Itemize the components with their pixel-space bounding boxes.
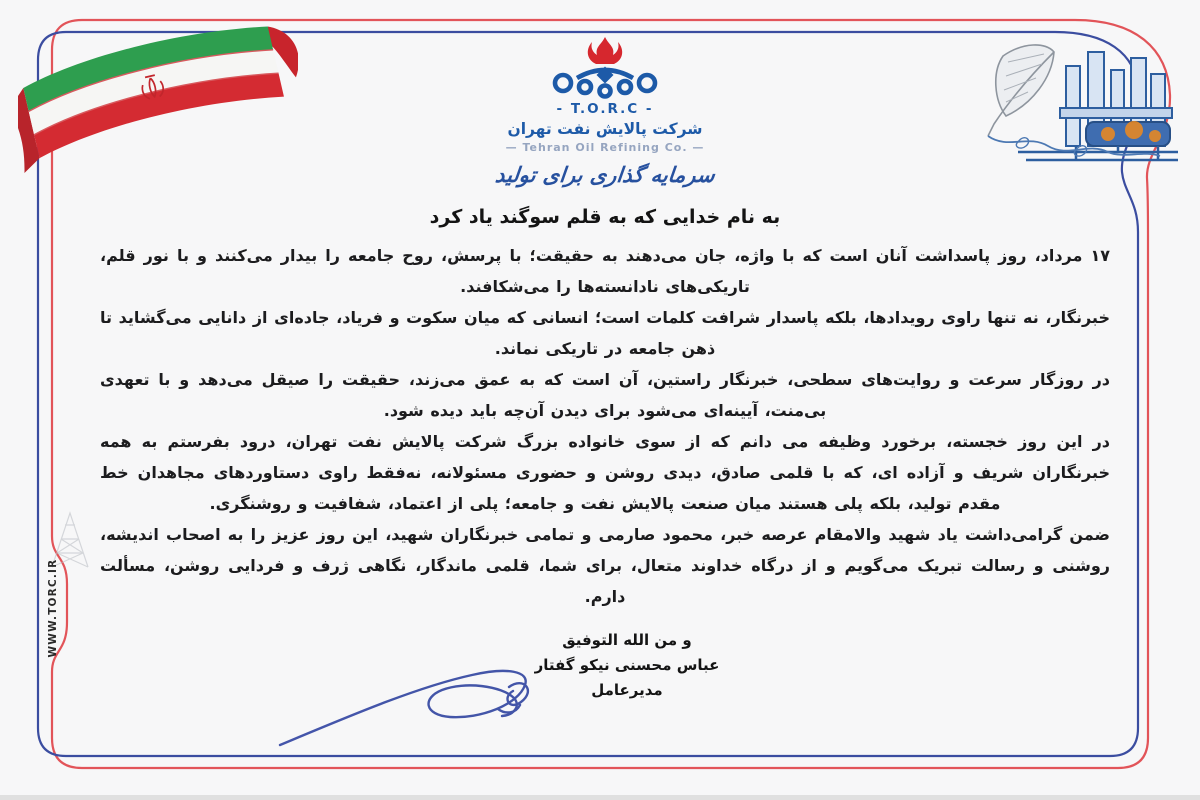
letter-body [100,240,1110,612]
paragraph-3: در روزگار سرعت و روایت‌های سطحی، خبرنگار راستین، آن است که به عمق می‌زند، حقیقت را صیقل می‌دهد و با تعهدی بی‌منت، آیینه‌ای می‌شود برای دیدن آن‌چه باید دیده شود. [100,370,1110,421]
screenshot-edge-strip [0,795,1200,800]
company-logo-block [100,36,1110,188]
paragraph-4: در این روز خجسته، برخورد وظیفه می دانم که از سوی خانواده بزرگ شرکت پالایش نفت تهران، درود بفرستم به همه خبرنگاران شریف و آزاده ای، که با قلمی صادق، دیدی روشن و حضوری مسئولانه، نه‌فقط راوی دستاوردهای مجاهدان خط مقدم تولید، بلکه پلی هستند میان صنعت پالایش نفت و جامعه؛ پلی از اعتماد، شفافیت و روشنگری. [100,432,1110,514]
letter-heading: به نام خدایی که به قلم سوگند یاد کرد [429,206,781,229]
signature-block [535,628,720,703]
logo-abbr: - T.O.R.C - [556,101,654,117]
company-slogan: سرمایه گذاری برای تولید [494,163,717,187]
website-url: WWW.TORC.IR [47,558,59,658]
nioc-emblem-icon [547,36,663,100]
flame-icon [588,37,622,64]
company-name-fa: شرکت پالایش نفت تهران [507,119,703,138]
paragraph-5: ضمن گرامی‌داشت یاد شهید والامقام عرصه خبر، محمود صارمی و تمامی خبرنگاران شهید، این روز عزیز را به اصحاب اندیشه، روشنی و رسالت تبریک می‌گویم و از درگاه خداوند متعال، برای شما، قلمی ماندگار، نگاهی ژرف و فردایی روشن، مسألت دارم. [100,525,1110,607]
company-name-en: — Tehran Oil Refining Co. — [505,141,705,155]
paragraph-1: ۱۷ مرداد، روز پاسداشت آنان است که با واژه، جان می‌دهند به حقیقت؛ با پرسش، روح جامعه را بیدار می‌کنند و با نور قلم، تاریکی‌های نادانسته‌ها را می‌شکافند. [100,246,1110,297]
signatory-title: مدیرعامل [591,681,663,700]
paragraph-2: خبرنگار، نه تنها راوی رویدادها، بلکه پاسدار شرافت کلمات است؛ انسانی که میان سکوت و فریاد، جاده‌ای از دانایی می‌گشاید تا ذهن جامعه در تاریکی نماند. [100,308,1110,359]
signature-invocation: و من الله التوفیق [562,631,692,650]
signatory-name: عباس محسنی نیکو گفتار [534,656,720,675]
